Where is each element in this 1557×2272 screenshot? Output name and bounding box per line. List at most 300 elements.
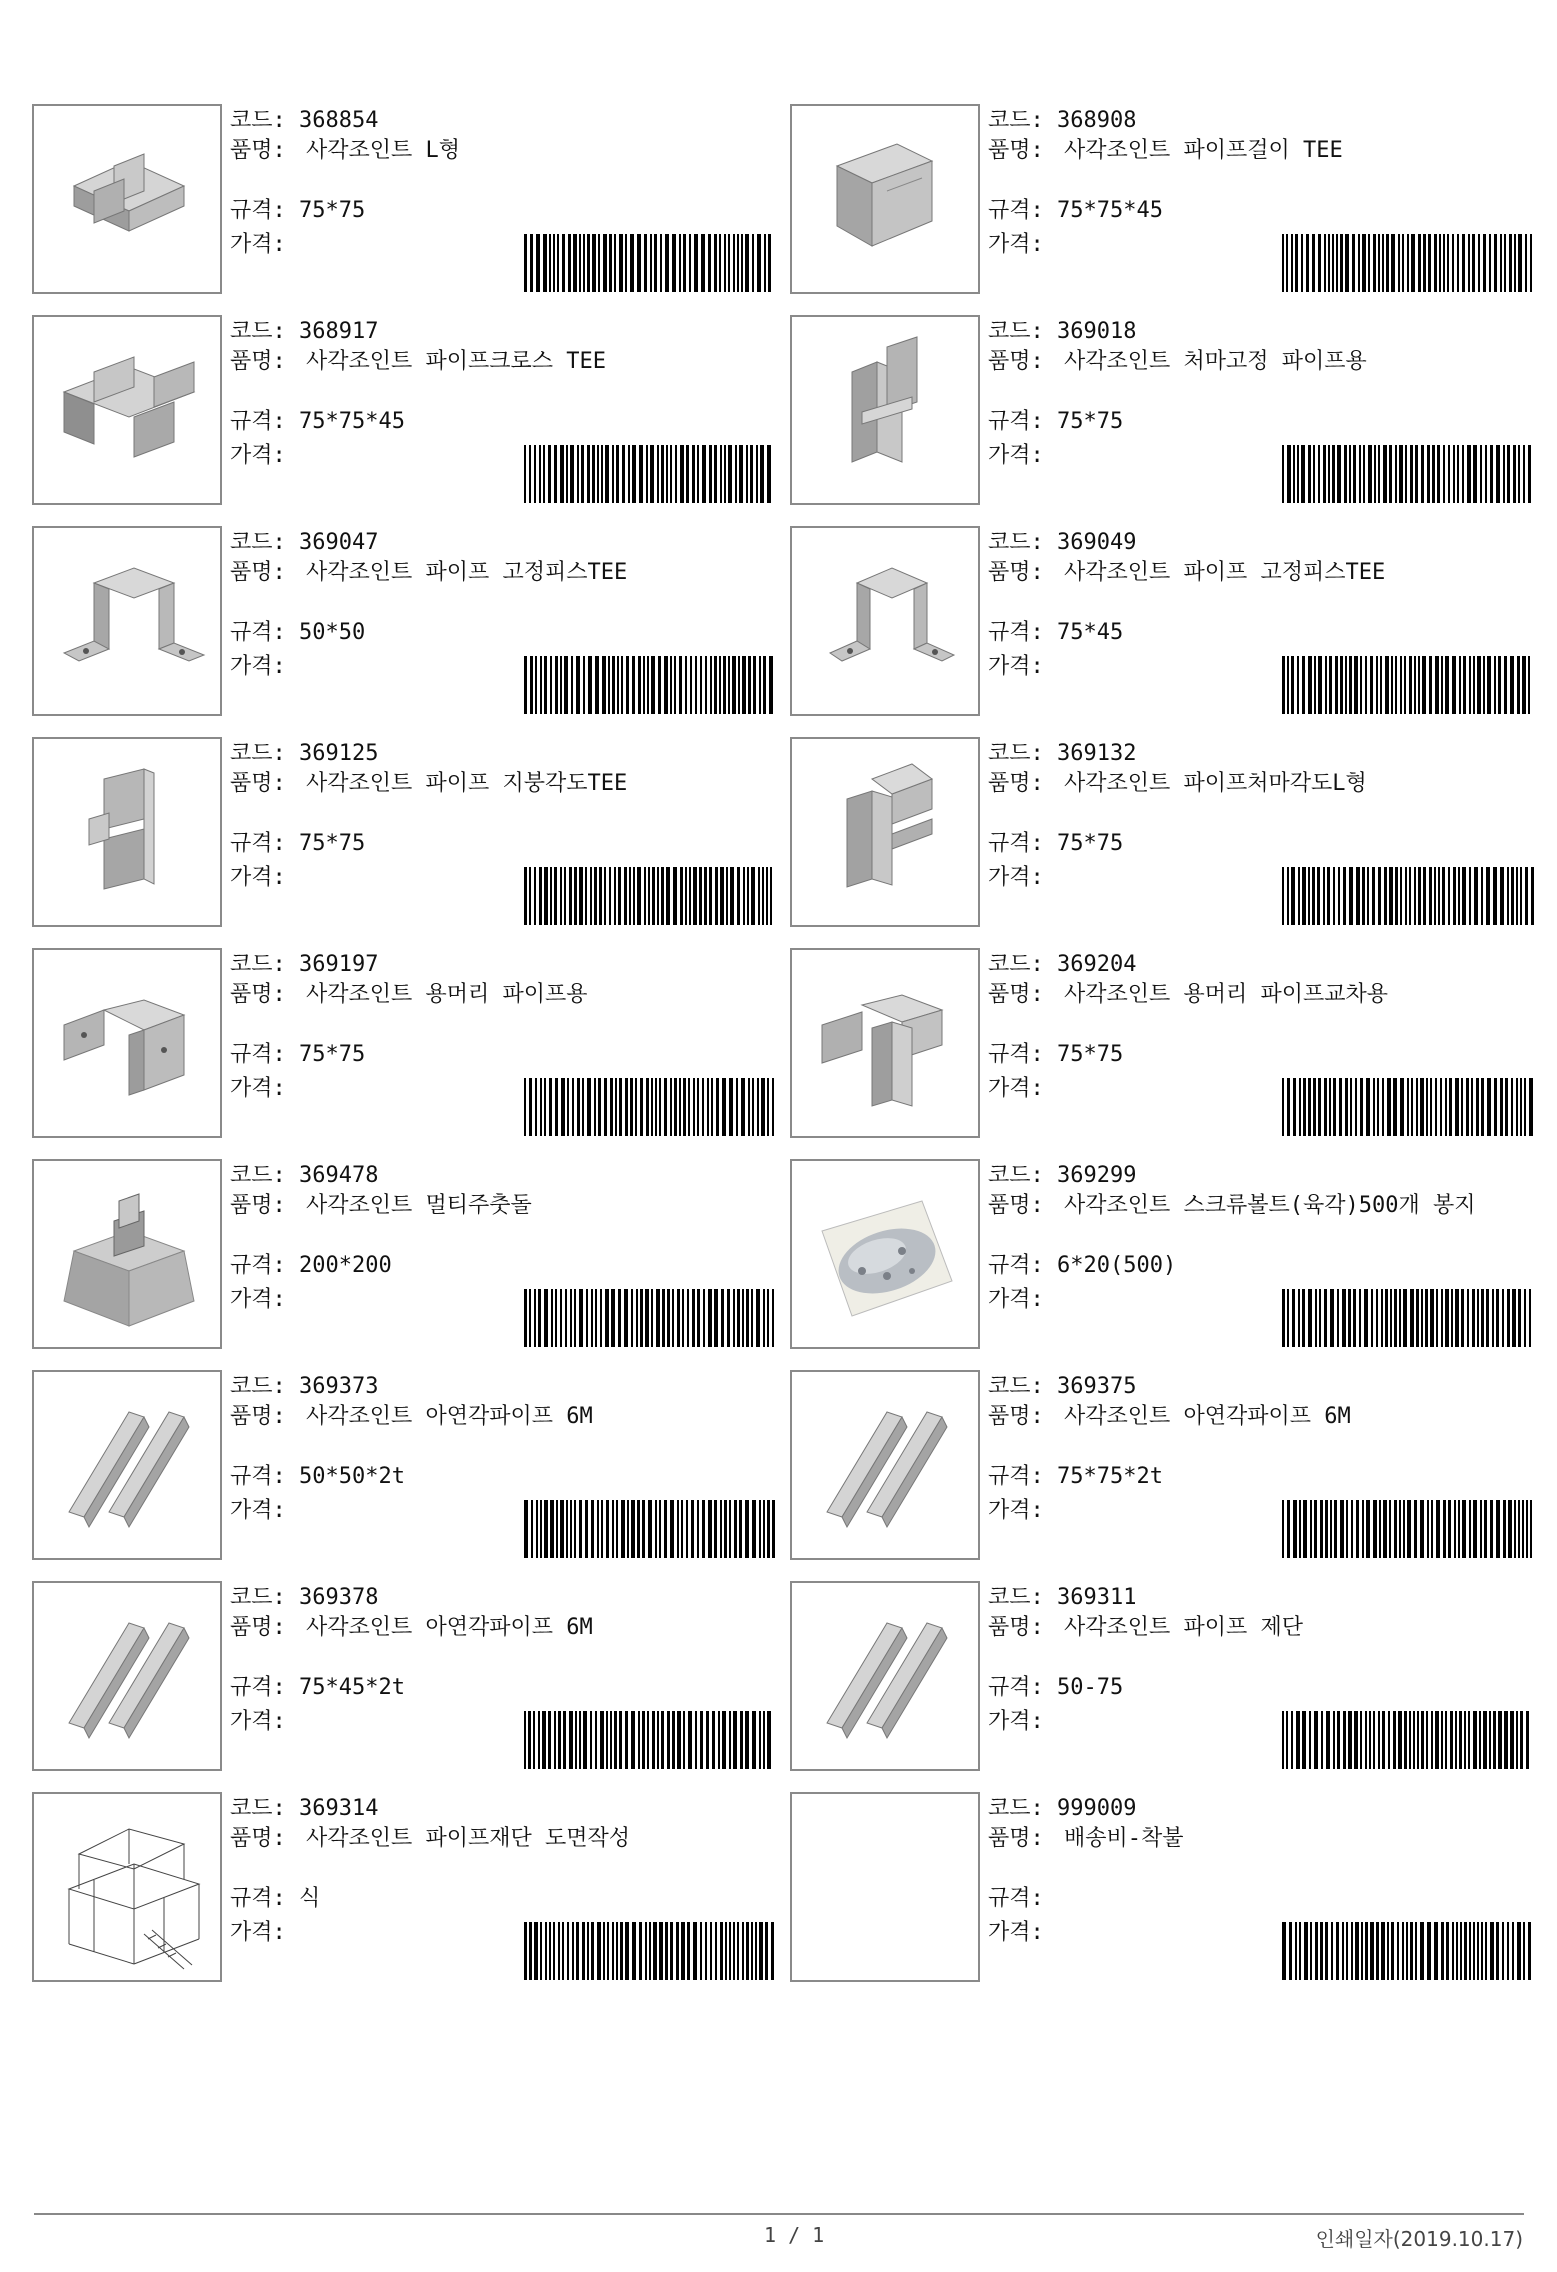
barcode-bar — [645, 1922, 647, 1980]
barcode-bar — [581, 445, 584, 503]
name-label: 품명: — [988, 560, 1044, 585]
barcode-bar — [1456, 1922, 1458, 1980]
barcode-bar — [621, 1500, 625, 1558]
barcode-bar — [1512, 1289, 1516, 1347]
price-label: 가격: — [988, 654, 1044, 679]
code-value: 369204 — [1057, 952, 1137, 977]
barcode-bar — [529, 445, 531, 503]
product-image — [32, 315, 222, 505]
barcode-bar — [1418, 867, 1421, 925]
barcode-bar — [632, 445, 636, 503]
barcode-bar — [1427, 1922, 1431, 1980]
barcode-bar — [1332, 234, 1334, 292]
barcode-bar — [555, 1289, 557, 1347]
barcode-bar — [1509, 234, 1512, 292]
barcode-bar — [570, 1289, 572, 1347]
barcode-bar — [1349, 656, 1352, 714]
barcode-bar — [622, 445, 625, 503]
barcode-bar — [1393, 1711, 1396, 1769]
product-card[interactable] — [32, 1792, 782, 1982]
barcode-bar — [1411, 234, 1415, 292]
barcode-bar — [529, 1922, 532, 1980]
product-card[interactable] — [32, 737, 782, 927]
barcode-bar — [733, 1922, 735, 1980]
barcode-bar — [1409, 867, 1411, 925]
barcode-bar — [574, 1500, 576, 1558]
barcode-bar — [694, 234, 698, 292]
price-label: 가격: — [988, 1076, 1044, 1101]
barcode-bar — [1358, 234, 1360, 292]
barcode-bar — [534, 445, 536, 503]
barcode-bar — [1407, 1500, 1411, 1558]
barcode-bar — [1320, 1922, 1323, 1980]
barcode-bar — [1421, 1711, 1424, 1769]
spec-label: 규격: — [230, 1886, 286, 1911]
barcode-bar — [1302, 1711, 1306, 1769]
name-value: 사각조인트 용머리 파이프용 — [306, 982, 588, 1007]
barcode-bar — [677, 1500, 679, 1558]
barcode-bar — [1286, 1711, 1288, 1769]
barcode-bar — [1518, 445, 1520, 503]
barcode-bar — [772, 1500, 775, 1558]
barcode-bar — [745, 1711, 749, 1769]
product-card[interactable] — [790, 1581, 1540, 1771]
barcode-bar — [1395, 656, 1397, 714]
barcode-bar — [672, 1711, 675, 1769]
barcode-bar — [631, 1711, 635, 1769]
barcode-bar — [730, 867, 734, 925]
barcode-bar — [1402, 234, 1404, 292]
barcode-bar — [750, 445, 753, 503]
barcode-bar — [565, 1289, 567, 1347]
barcode-bar — [595, 656, 599, 714]
barcode-bar — [651, 1078, 653, 1136]
barcode-bar — [719, 656, 721, 714]
barcode-bar — [1312, 234, 1315, 292]
barcode-bar — [1340, 234, 1343, 292]
barcode-bar — [711, 1078, 713, 1136]
barcode-bar — [628, 445, 630, 503]
barcode-bar — [1315, 1289, 1317, 1347]
barcode-bar — [708, 1289, 712, 1347]
barcode-bar — [1302, 1289, 1305, 1347]
barcode-bar — [681, 1922, 685, 1980]
product-card[interactable] — [790, 737, 1540, 927]
barcode-bar — [1348, 1711, 1352, 1769]
barcode-bar — [1374, 445, 1376, 503]
barcode-bar — [771, 1922, 774, 1980]
footer-divider — [34, 2213, 1524, 2215]
barcode-bar — [587, 445, 590, 503]
product-card[interactable] — [790, 315, 1540, 505]
barcode-bar — [1522, 1500, 1524, 1558]
barcode-bar — [672, 234, 676, 292]
product-card[interactable] — [32, 1159, 782, 1349]
barcode-bar — [557, 234, 559, 292]
barcode-bar — [687, 1922, 690, 1980]
spec-label: 규격: — [230, 198, 286, 223]
barcode-bar — [1485, 1922, 1487, 1980]
barcode-bar — [1293, 1078, 1296, 1136]
barcode-bar — [591, 1922, 594, 1980]
product-card[interactable] — [790, 526, 1540, 716]
barcode-bar — [757, 1078, 759, 1136]
barcode-bar — [1496, 1922, 1499, 1980]
barcode-bar — [524, 1711, 526, 1769]
barcode-bar — [767, 1500, 770, 1558]
barcode-bar — [1496, 445, 1500, 503]
barcode-bar — [540, 1500, 542, 1558]
barcode-bar — [761, 1078, 765, 1136]
barcode-bar — [1390, 1289, 1392, 1347]
barcode-bar — [594, 867, 597, 925]
spec-label: 규격: — [230, 1675, 286, 1700]
barcode-bar — [1382, 1078, 1384, 1136]
barcode-bar — [1373, 234, 1376, 292]
product-card[interactable] — [790, 104, 1540, 294]
name-label: 품명: — [230, 1826, 286, 1851]
barcode-bar — [560, 1289, 562, 1347]
product-card[interactable] — [32, 1581, 782, 1771]
barcode-bar — [763, 656, 766, 714]
barcode-bar — [764, 234, 766, 292]
barcode-bar — [1282, 445, 1284, 503]
barcode — [1282, 234, 1536, 292]
barcode-bar — [558, 1711, 561, 1769]
spec-value: 75*75*45 — [299, 409, 405, 434]
barcode-bar — [674, 1078, 677, 1136]
product-card[interactable] — [790, 1792, 1540, 1982]
barcode-bar — [1440, 1078, 1442, 1136]
barcode-bar — [1507, 867, 1509, 925]
barcode-bar — [606, 1711, 608, 1769]
barcode-bar — [1298, 1289, 1300, 1347]
barcode-bar — [1333, 867, 1335, 925]
barcode-bar — [702, 1078, 704, 1136]
barcode-bar — [1431, 1500, 1433, 1558]
barcode-bar — [747, 867, 749, 925]
barcode-bar — [524, 1500, 528, 1558]
barcode-bar — [689, 867, 691, 925]
code-value: 369314 — [299, 1796, 379, 1821]
barcode-bar — [679, 1078, 681, 1136]
barcode-bar — [1517, 1922, 1521, 1980]
barcode-bar — [555, 656, 558, 714]
barcode-bar — [1387, 1078, 1391, 1136]
barcode-bar — [1353, 1289, 1356, 1347]
barcode-bar — [1373, 1711, 1375, 1769]
barcode-bar — [1315, 1922, 1318, 1980]
barcode-bar — [1448, 867, 1450, 925]
barcode-bar — [591, 1289, 593, 1347]
barcode-bar — [1409, 1711, 1411, 1769]
spec-label: 규격: — [988, 1675, 1044, 1700]
footing-stone-icon — [34, 1161, 220, 1347]
name-label: 품명: — [988, 982, 1044, 1007]
barcode-bar — [1356, 867, 1360, 925]
product-card[interactable] — [790, 948, 1540, 1138]
barcode-bar — [1386, 234, 1389, 292]
barcode-bar — [1345, 1078, 1348, 1136]
product-card[interactable] — [790, 1370, 1540, 1560]
barcode-bar — [524, 656, 527, 714]
barcode-bar — [1399, 1500, 1401, 1558]
spec-label: 규격: — [230, 1253, 286, 1278]
barcode-bar — [1468, 1711, 1470, 1769]
barcode-bar — [746, 445, 748, 503]
code-label: 코드: — [230, 1163, 286, 1188]
barcode-bar — [1445, 656, 1449, 714]
barcode-bar — [1423, 867, 1426, 925]
price-label: 가격: — [230, 1287, 286, 1312]
barcode-bar — [1461, 1289, 1464, 1347]
product-image — [32, 737, 222, 927]
barcode-bar — [1297, 656, 1299, 714]
barcode-bar — [635, 1078, 637, 1136]
barcode-bar — [1422, 656, 1426, 714]
barcode-bar — [1455, 1078, 1459, 1136]
product-card[interactable] — [32, 104, 782, 294]
barcode-bar — [1434, 867, 1436, 925]
code-value: 369049 — [1057, 530, 1137, 555]
barcode-bar — [1362, 1500, 1364, 1558]
barcode-bar — [1508, 1500, 1512, 1558]
barcode-bar — [1282, 867, 1284, 925]
product-card[interactable] — [32, 315, 782, 505]
barcode-bar — [553, 234, 555, 292]
barcode-bar — [701, 234, 705, 292]
barcode-bar — [710, 1922, 712, 1980]
barcode-bar — [1363, 445, 1365, 503]
barcode-bar — [700, 1711, 703, 1769]
barcode-bar — [704, 867, 707, 925]
barcode-bar — [1400, 867, 1402, 925]
barcode-bar — [1359, 1289, 1361, 1347]
barcode-bar — [1477, 1922, 1479, 1980]
barcode-bar — [579, 1500, 582, 1558]
barcode — [524, 1711, 778, 1769]
name-label: 품명: — [988, 138, 1044, 163]
barcode-bar — [679, 656, 682, 714]
barcode-bar — [624, 867, 627, 925]
price-label: 가격: — [988, 232, 1044, 257]
barcode-bar — [1325, 1500, 1328, 1558]
barcode-bar — [1529, 1078, 1533, 1136]
barcode-bar — [582, 1078, 584, 1136]
ridge-cross-icon — [792, 950, 978, 1136]
spec-value: 50-75 — [1057, 1675, 1124, 1700]
barcode-bar — [1461, 1078, 1463, 1136]
code-value: 369375 — [1057, 1374, 1137, 1399]
barcode-bar — [688, 1078, 690, 1136]
barcode-bar — [1517, 656, 1520, 714]
barcode-bar — [1453, 445, 1455, 503]
barcode-bar — [597, 1500, 599, 1558]
barcode-bar — [724, 234, 726, 292]
barcode-bar — [576, 656, 580, 714]
barcode-bar — [1436, 1500, 1440, 1558]
barcode-bar — [1486, 1289, 1489, 1347]
barcode-bar — [579, 234, 581, 292]
barcode-bar — [1530, 1500, 1532, 1558]
barcode-bar — [1421, 445, 1424, 503]
barcode-bar — [1520, 867, 1522, 925]
barcode-bar — [600, 1711, 604, 1769]
barcode-bar — [648, 1500, 652, 1558]
barcode-bar — [586, 1289, 588, 1347]
barcode-bar — [1366, 1500, 1370, 1558]
barcode-bar — [712, 1711, 715, 1769]
code-label: 코드: — [230, 1796, 286, 1821]
barcode-bar — [1432, 445, 1435, 503]
name-label: 품명: — [988, 1193, 1044, 1218]
barcode-bar — [1447, 234, 1449, 292]
barcode-bar — [691, 1500, 694, 1558]
barcode-bar — [1371, 1289, 1373, 1347]
barcode-bar — [590, 867, 592, 925]
barcode-bar — [1445, 1289, 1449, 1347]
barcode-bar — [639, 445, 643, 503]
eave-fix-icon — [792, 317, 978, 503]
barcode-bar — [661, 1711, 664, 1769]
barcode-bar — [1492, 1289, 1494, 1347]
barcode-bar — [542, 1711, 546, 1769]
barcode-bar — [724, 445, 726, 503]
barcode-bar — [1460, 1922, 1462, 1980]
barcode-bar — [733, 1289, 735, 1347]
price-label: 가격: — [230, 865, 286, 890]
code-value: 369197 — [299, 952, 379, 977]
barcode-bar — [1522, 656, 1526, 714]
barcode-bar — [732, 656, 736, 714]
barcode-bar — [614, 867, 616, 925]
barcode-bar — [524, 1922, 527, 1980]
barcode-bar — [1355, 1078, 1357, 1136]
price-label: 가격: — [230, 1709, 286, 1734]
barcode-bar — [1282, 1922, 1286, 1980]
barcode-bar — [1429, 867, 1432, 925]
barcode-bar — [1367, 867, 1369, 925]
barcode-bar — [1343, 1711, 1346, 1769]
barcode-bar — [1423, 234, 1426, 292]
barcode-bar — [677, 1711, 681, 1769]
barcode-bar — [1478, 234, 1480, 292]
barcode-bar — [1370, 1922, 1374, 1980]
barcode-bar — [726, 867, 728, 925]
ridge-icon — [34, 950, 220, 1136]
barcode-bar — [1342, 1922, 1344, 1980]
barcode-bar — [651, 656, 655, 714]
product-card[interactable] — [32, 1370, 782, 1560]
barcode-bar — [767, 445, 771, 503]
barcode-bar — [677, 1289, 680, 1347]
barcode-bar — [597, 445, 599, 503]
name-value: 사각조인트 파이프처마각도L형 — [1064, 771, 1367, 796]
barcode-bar — [1365, 656, 1367, 714]
spec-label: 규격: — [988, 1253, 1044, 1278]
barcode-bar — [659, 1922, 663, 1980]
spec-label: 규격: — [988, 1042, 1044, 1067]
barcode-bar — [1282, 1078, 1284, 1136]
barcode-bar — [1410, 445, 1413, 503]
barcode-bar — [1325, 1922, 1328, 1980]
barcode-bar — [1524, 1078, 1526, 1136]
barcode-bar — [768, 234, 771, 292]
barcode-bar — [1409, 656, 1412, 714]
barcode-bar — [752, 1711, 756, 1769]
barcode-bar — [550, 656, 552, 714]
barcode-bar — [1457, 445, 1459, 503]
barcode-bar — [647, 1711, 649, 1769]
barcode-bar — [558, 1922, 560, 1980]
name-value: 사각조인트 아연각파이프 6M — [306, 1404, 593, 1429]
barcode-bar — [1464, 1711, 1466, 1769]
product-image — [790, 1370, 980, 1560]
barcode-bar — [1428, 234, 1431, 292]
product-card[interactable] — [32, 526, 782, 716]
barcode-bar — [714, 445, 717, 503]
barcode-bar — [536, 1500, 538, 1558]
barcode-bar — [734, 1500, 737, 1558]
barcode-bar — [693, 867, 697, 925]
barcode-bar — [639, 1922, 642, 1980]
barcode-bar — [675, 445, 677, 503]
barcode-bar — [1295, 1922, 1297, 1980]
barcode-bar — [1301, 445, 1305, 503]
barcode-bar — [1391, 656, 1393, 714]
barcode-bar — [562, 1922, 564, 1980]
barcode-bar — [665, 234, 669, 292]
barcode-bar — [1354, 656, 1358, 714]
barcode-bar — [657, 445, 659, 503]
barcode-bar — [1496, 1500, 1500, 1558]
barcode-bar — [763, 1711, 765, 1769]
barcode-bar — [705, 656, 707, 714]
barcode-bar — [646, 445, 648, 503]
barcode-bar — [1385, 656, 1389, 714]
barcode-bar — [1472, 234, 1475, 292]
barcode-bar — [653, 1922, 657, 1980]
barcode-bar — [1393, 1078, 1397, 1136]
barcode-bar — [1421, 1289, 1423, 1347]
barcode-bar — [661, 445, 664, 503]
product-card[interactable] — [790, 1159, 1540, 1349]
barcode-bar — [648, 867, 650, 925]
page-number: 1 / 1 — [764, 2223, 825, 2247]
name-label: 품명: — [230, 1615, 286, 1640]
barcode-bar — [1448, 1500, 1451, 1558]
barcode-bar — [742, 1289, 744, 1347]
barcode-bar — [1337, 1711, 1340, 1769]
barcode-bar — [1443, 445, 1445, 503]
barcode-bar — [1318, 234, 1321, 292]
barcode-bar — [1446, 1922, 1449, 1980]
product-image — [790, 104, 980, 294]
barcode-bar — [1351, 1922, 1353, 1980]
barcode-bar — [1474, 867, 1478, 925]
barcode-bar — [720, 1922, 723, 1980]
barcode-bar — [727, 1289, 730, 1347]
barcode-bar — [670, 1078, 672, 1136]
barcode-bar — [1516, 1078, 1518, 1136]
code-value: 999009 — [1057, 1796, 1137, 1821]
spec-value: 75*75*45 — [1057, 198, 1163, 223]
barcode-bar — [1302, 867, 1306, 925]
barcode-bar — [631, 1289, 633, 1347]
product-card[interactable] — [32, 948, 782, 1138]
barcode-bar — [1420, 1922, 1424, 1980]
barcode-bar — [1500, 234, 1502, 292]
